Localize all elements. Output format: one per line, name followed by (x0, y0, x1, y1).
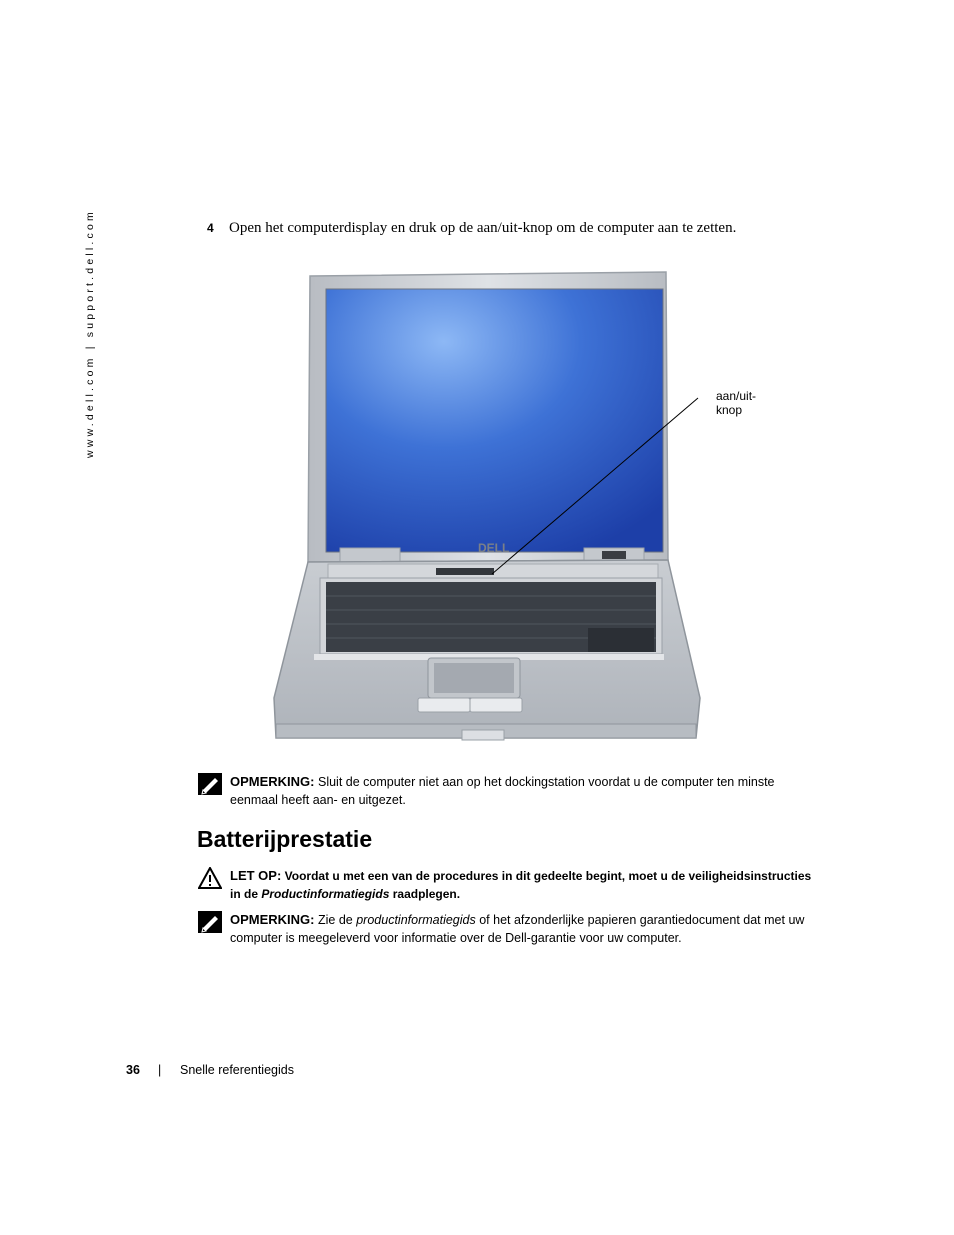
caution-text: Voordat u met een van de procedures in dit gedeelte begint, moet u de veiligheidsinstructies in de (230, 869, 812, 901)
note-text: Zie de (317, 913, 353, 927)
dell-logo: DELL (478, 541, 510, 555)
caution-text-end: raadplegen. (392, 887, 461, 901)
page-footer (126, 1063, 294, 1077)
step-text: Open het computerdisplay en druk op de aan/uit-knop om de computer aan te zetten. (229, 220, 737, 236)
note-text: Sluit de computer niet aan op het dockingstation voordat u de computer ten minste eenmaal heeft aan- en uitgezet. (230, 775, 775, 807)
note-title: OPMERKING: (230, 774, 315, 789)
footer-separator: | (158, 1063, 162, 1077)
page-number: 36 (126, 1063, 140, 1077)
section-heading: Batterijprestatie (197, 826, 373, 852)
note-title: OPMERKING: (230, 912, 315, 927)
note-warranty (198, 911, 818, 947)
step-4 (207, 220, 827, 237)
sidebar-url: www.dell.com | support.dell.com (84, 209, 96, 458)
caution-italic: Productinformatiegids (261, 887, 390, 901)
power-button-callout: aan/uit-knop (716, 389, 757, 417)
laptop-illustration (270, 268, 710, 748)
note-italic: productinformatiegids (356, 913, 476, 927)
guide-title: Snelle referentiegids (180, 1063, 294, 1077)
step-number: 4 (207, 221, 214, 235)
pencil-note-icon (198, 773, 222, 795)
warning-triangle-icon (198, 867, 222, 889)
caution-title: LET OP: (230, 868, 282, 883)
pencil-note-icon (198, 911, 222, 933)
note-docking (198, 773, 818, 809)
laptop-figure (270, 268, 757, 748)
caution-safety (198, 867, 818, 903)
note-text-end: of het afzonderlijke papieren garantiedocument dat met uw computer is meegeleverd voor informatie over de Dell-garantie voor uw computer. (230, 913, 805, 945)
